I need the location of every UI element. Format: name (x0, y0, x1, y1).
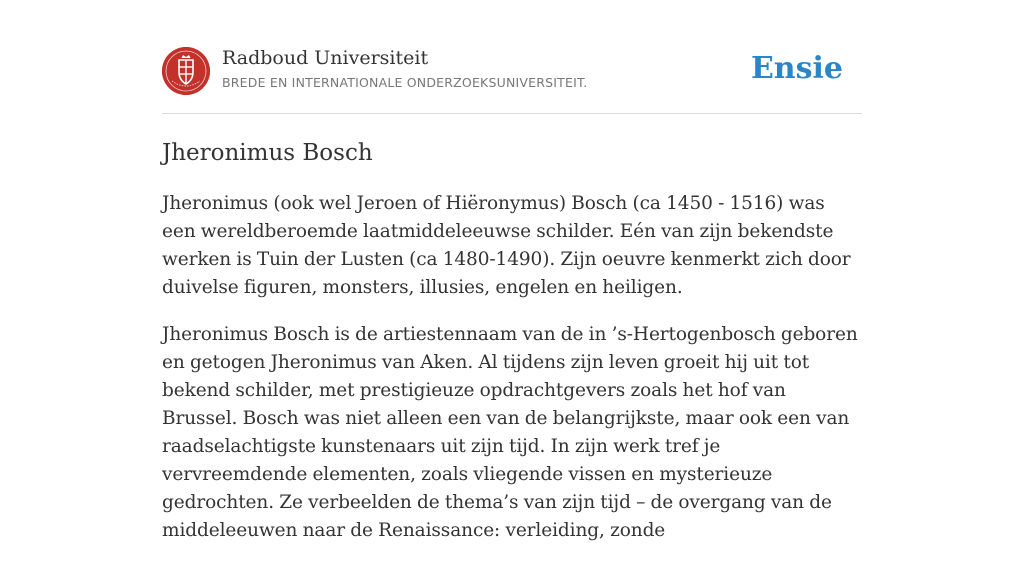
article-paragraph: Jheronimus (ook wel Jeroen of Hiëronymus) Bosch (ca 1450 - 1516) was een wereldberoemde laatmiddeleeuwse schilder. Eén van zijn bekendste werken is Tuin der Lusten (ca 1480-1490). Zijn oeuvre kenmerkt zich door duivelse figuren, monsters, illusies, engelen en heiligen. (162, 193, 851, 298)
org-tagline: BREDE EN INTERNATIONALE ONDERZOEKSUNIVERSITEIT. (222, 75, 588, 90)
org-name[interactable]: Radboud Universiteit (222, 47, 429, 69)
seal-graphic (162, 47, 210, 95)
ensie-logo-link[interactable]: Ensie (750, 51, 843, 86)
article-paragraph: Jheronimus Bosch is de artiestennaam van de in ’s-Hertogenbosch geboren en getogen Jheronimus van Aken. Al tijdens zijn leven groeit hij uit tot bekend schilder, met prestigieuze opdrachtgevers zoals het hof van Brussel. Bosch was niet alleen een van de belangrijkste, maar ook een van raadselachtigste kunstenaars uit zijn tijd. In zijn werk tref je vervreemdende elementen, zoals vliegende vissen en mysterieuze gedrochten. Ze verbeelden de thema’s van zijn tijd – de overgang van de middeleeuwen naar de Renaissance: verleiding, zonde (162, 324, 858, 541)
radboud-university-seal-icon[interactable] (162, 47, 210, 95)
article-body (162, 190, 862, 564)
page-container (162, 0, 862, 541)
page-title: Jheronimus Bosch (162, 140, 373, 166)
site-header (162, 0, 862, 114)
